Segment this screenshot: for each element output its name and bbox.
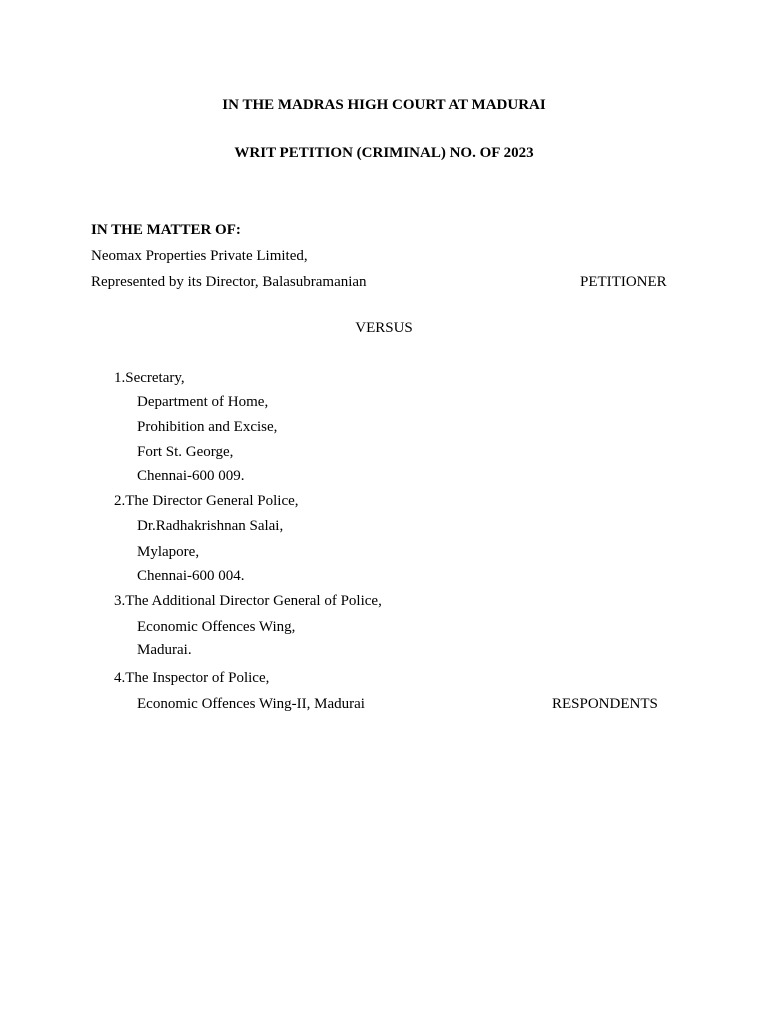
court-heading: IN THE MADRAS HIGH COURT AT MADURAI	[222, 97, 546, 113]
respondent-1-address-line: Department of Home,	[137, 394, 269, 410]
petition-title: WRIT PETITION (CRIMINAL) NO. OF 2023	[234, 145, 534, 161]
respondents-role: RESPONDENTS	[552, 696, 658, 712]
respondent-4-title: 4.The Inspector of Police,	[114, 670, 270, 686]
respondent-1-address-line: Prohibition and Excise,	[137, 419, 278, 435]
respondent-1-address-line: Fort St. George,	[137, 444, 234, 460]
respondent-4-address-line: Economic Offences Wing-II, Madurai	[137, 696, 365, 712]
petitioner-role: PETITIONER	[580, 274, 667, 290]
respondent-1-address-line: Chennai-600 009.	[137, 468, 245, 484]
respondent-1-title: 1.Secretary,	[114, 370, 185, 386]
respondent-2-address-line: Chennai-600 004.	[137, 568, 245, 584]
respondent-2-address-line: Mylapore,	[137, 544, 200, 560]
matter-heading: IN THE MATTER OF:	[91, 222, 241, 238]
respondent-3-address-line: Madurai.	[137, 642, 192, 658]
petitioner-representation: Represented by its Director, Balasubramanian	[91, 274, 367, 290]
petitioner-name: Neomax Properties Private Limited,	[91, 248, 308, 264]
versus-label: VERSUS	[355, 320, 413, 336]
respondent-3-address-line: Economic Offences Wing,	[137, 619, 296, 635]
respondent-2-address-line: Dr.Radhakrishnan Salai,	[137, 518, 284, 534]
respondent-3-title: 3.The Additional Director General of Police,	[114, 593, 382, 609]
respondent-2-title: 2.The Director General Police,	[114, 493, 299, 509]
